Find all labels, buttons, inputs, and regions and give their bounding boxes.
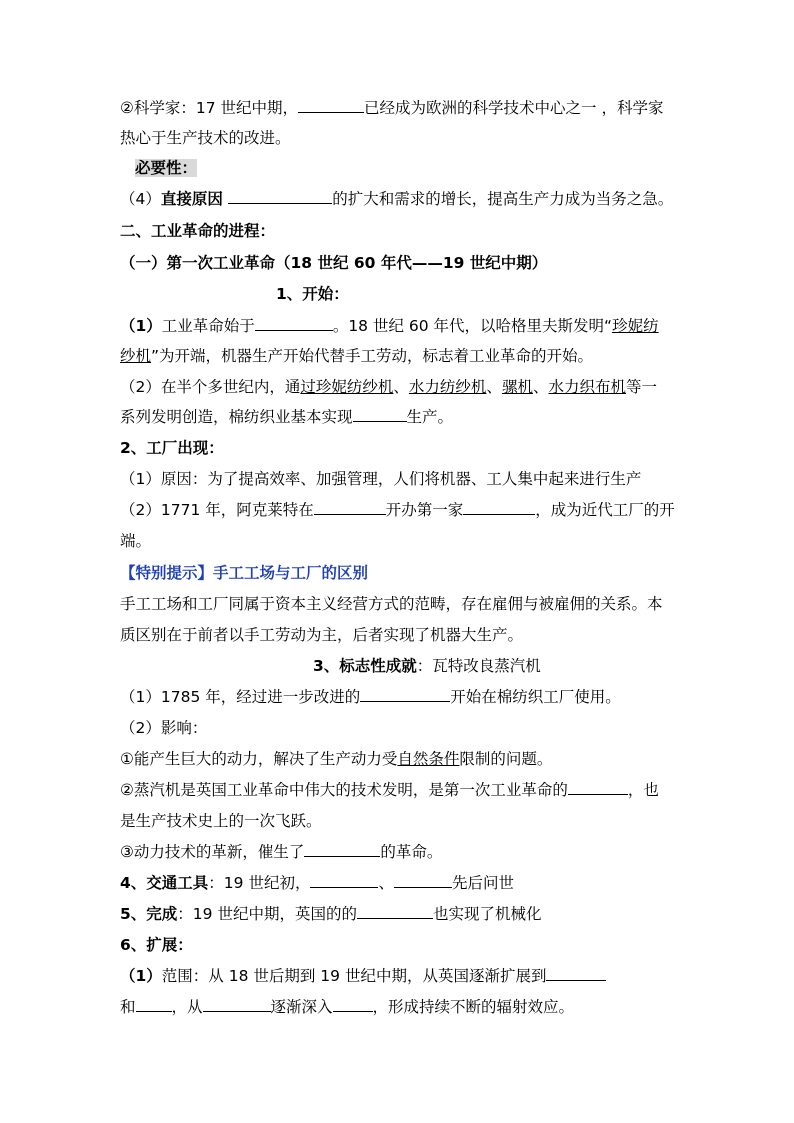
line-start-1-cont: 纱机”为开端，机器生产开始代替手工劳动，标志着工业革命的开始。 [120, 347, 594, 365]
fill-blank[interactable] [310, 872, 378, 888]
necessity-heading: 必要性： [135, 159, 198, 177]
line-factory-2-cont: 端。 [120, 532, 152, 550]
line-start-2-cont: 系列发明创造，棉纺织业基本实现 生产。 [120, 408, 454, 426]
special-tip-heading: 【特别提示】手工工场与工厂的区别 [120, 564, 369, 582]
fill-blank[interactable] [255, 315, 333, 331]
line-factory-1: （1）原因：为了提高效率、加强管理，人们将机器、工人集中起来进行生产 [120, 470, 642, 488]
section-heading: 二、工业革命的进程： [120, 222, 276, 240]
item-heading-achievement: 3、标志性成就：瓦特改良蒸汽机 [313, 657, 541, 675]
line-influence-2-cont: 是生产技术史上的一次飞跃。 [120, 812, 322, 830]
item-heading-start: 1、开始： [276, 285, 349, 303]
line-influence: （2）影响： [120, 719, 208, 737]
fill-blank[interactable] [357, 903, 433, 919]
line-expansion-1-cont: 和 ，从 逐渐深入 ，形成持续不断的辐射效应。 [120, 998, 575, 1016]
fill-blank[interactable] [314, 499, 386, 515]
fill-blank[interactable] [568, 779, 628, 795]
fill-blank[interactable] [136, 996, 172, 1012]
fill-blank[interactable] [546, 965, 606, 981]
fill-blank[interactable] [463, 499, 535, 515]
fill-blank[interactable] [298, 97, 364, 113]
fill-blank[interactable] [203, 996, 271, 1012]
fill-blank[interactable] [353, 406, 407, 422]
line-factory-2: （2）1771 年，阿克莱特在 开办第一家 ，成为近代工厂的开 [120, 501, 675, 519]
line-influence-3: ③动力技术的革新，催生了 的革命。 [120, 843, 443, 861]
fill-blank[interactable] [333, 996, 373, 1012]
line-influence-1: ①能产生巨大的动力，解决了生产动力受自然条件限制的问题。 [120, 750, 553, 768]
line-direct-cause: （4）直接原因 的扩大和需求的增长，提高生产力成为当务之急。 [120, 190, 674, 208]
item-heading-factory: 2、工厂出现： [120, 439, 224, 457]
fill-blank[interactable] [394, 872, 452, 888]
line-achievement-1: （1）1785 年，经过进一步改进的 开始在棉纺织工厂使用。 [120, 688, 621, 706]
fill-blank[interactable] [228, 188, 332, 204]
special-tip-text-1: 手工工场和工厂同属于资本主义经营方式的范畴，存在雇佣与被雇佣的关系。本 [120, 595, 663, 613]
line-expansion-1: （1）范围：从 18 世后期到 19 世纪中期，从英国逐渐扩展到 [120, 965, 606, 987]
special-tip-text-2: 质区别在于前者以手工劳动为主，后者实现了机器大生产。 [120, 626, 524, 644]
line-scientists-cont: 热心于生产技术的改进。 [120, 129, 291, 147]
fill-blank[interactable] [304, 841, 380, 857]
fill-blank[interactable] [360, 686, 450, 702]
subsection-heading: （一）第一次工业革命（18 世纪 60 年代——19 世纪中期） [120, 254, 548, 272]
line-start-1: （1）工业革命始于 。18 世纪 60 年代，以哈格里夫斯发明“珍妮纺 [120, 317, 659, 335]
line-start-2: （2）在半个多世纪内，通过珍妮纺纱机、水力纺纱机、骡机、水力织布机等一 [120, 378, 657, 396]
line-completion: 5、完成：19 世纪中期，英国的的 也实现了机械化 [120, 905, 542, 923]
item-heading-expansion: 6、扩展： [120, 936, 193, 954]
line-scientists: ②科学家：17 世纪中期， 已经成为欧洲的科学技术中心之一 ，科学家 [120, 99, 664, 117]
line-transport: 4、交通工具：19 世纪初， 、 先后问世 [120, 874, 514, 892]
line-influence-2: ②蒸汽机是英国工业革命中伟大的技术发明，是第一次工业革命的 ，也 [120, 781, 659, 799]
